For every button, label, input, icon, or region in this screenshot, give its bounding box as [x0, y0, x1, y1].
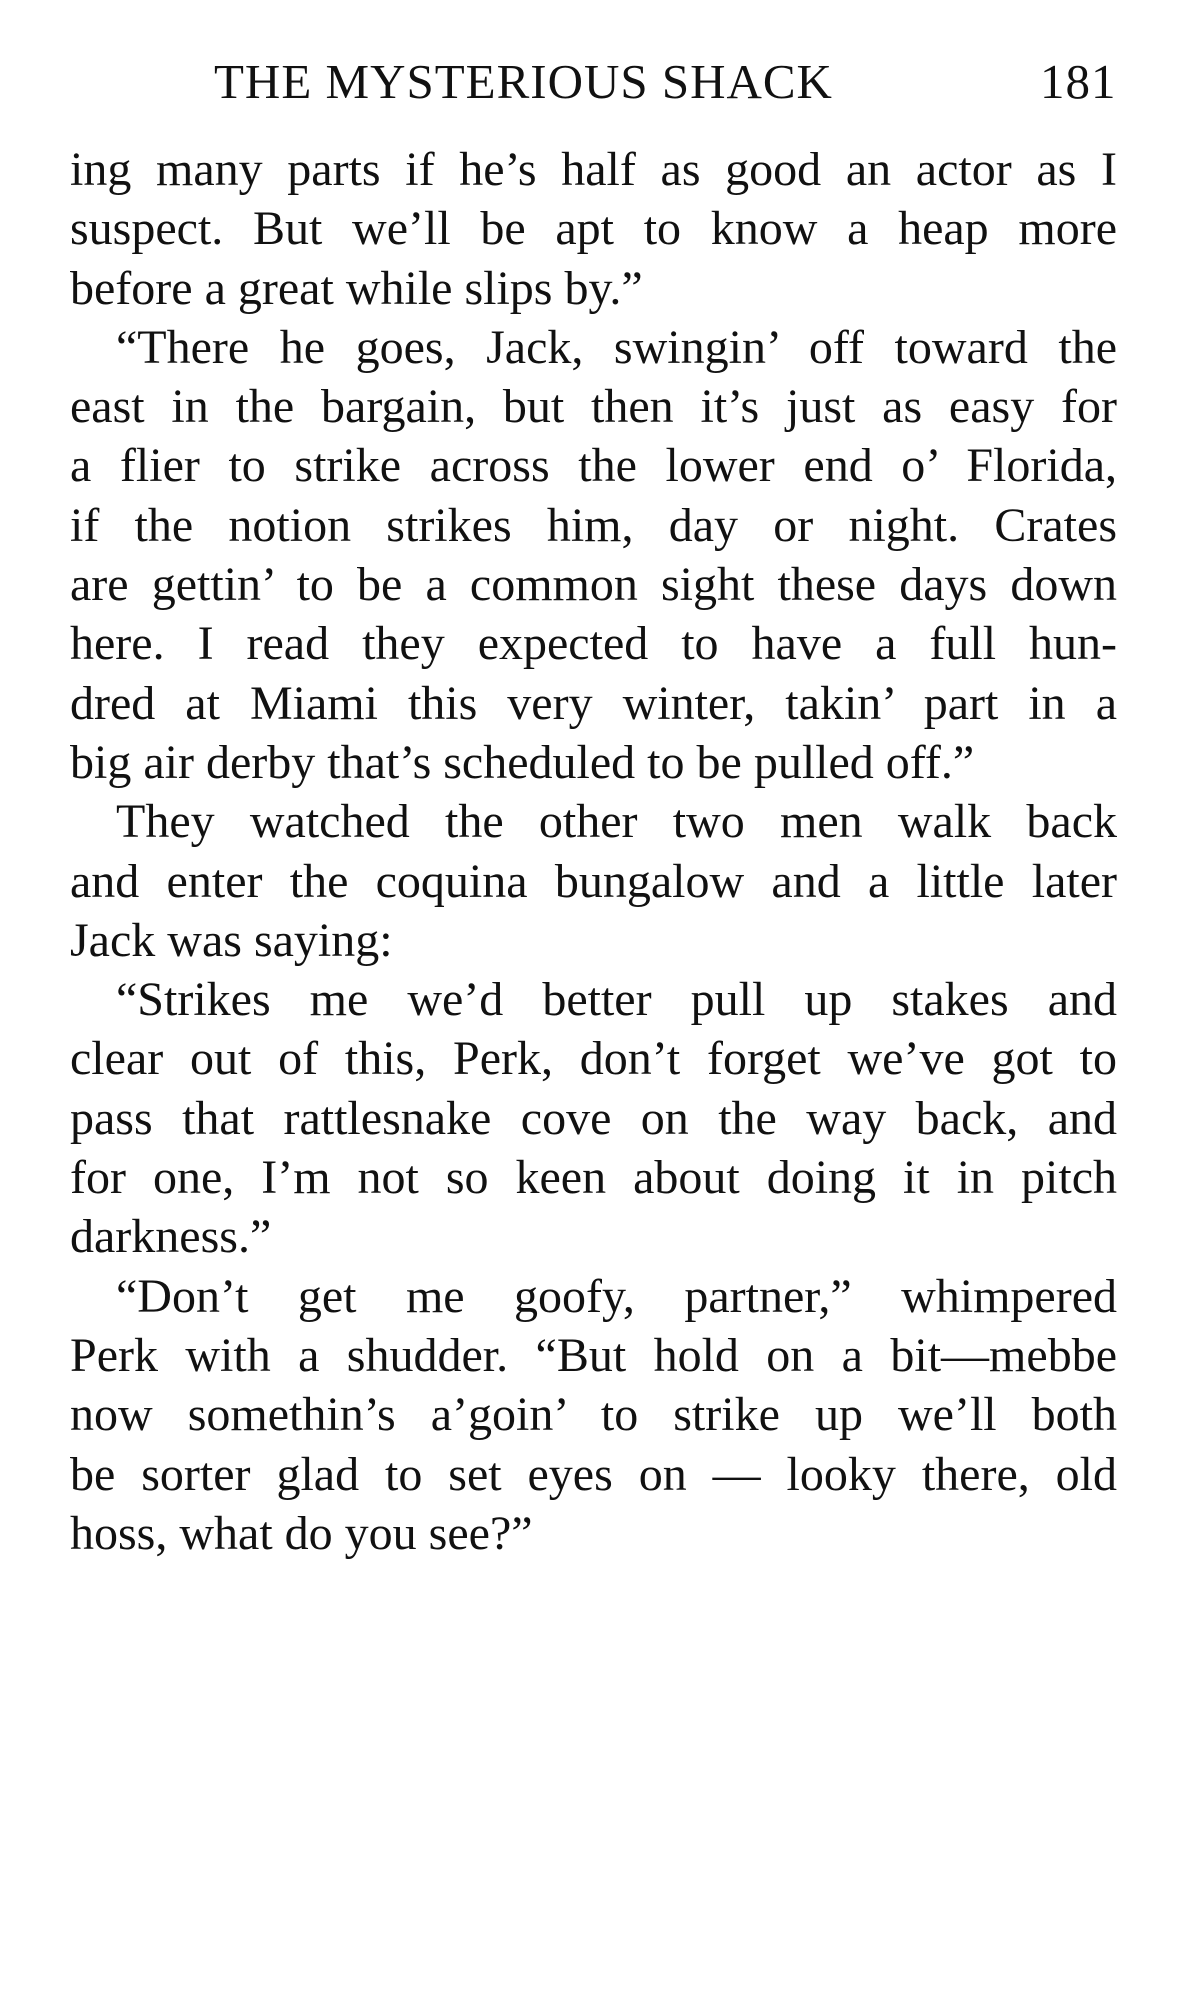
text-line: clear out of this, Perk, don’t forget we’ve got to: [70, 1032, 1117, 1086]
text-line: be sorter glad to set eyes on — looky there, old: [70, 1447, 1117, 1501]
text-line: pass that rattlesnake cove on the way back, and: [70, 1091, 1117, 1145]
paragraph: [70, 140, 1117, 318]
text-line: dred at Miami this very winter, takin’ part in a: [70, 676, 1117, 730]
text-line: hoss, what do you see?”: [70, 1506, 533, 1560]
text-line: big air derby that’s scheduled to be pulled off.”: [70, 735, 975, 789]
body-text: [70, 140, 1117, 1563]
text-line: ing many parts if he’s half as good an actor as I: [70, 143, 1117, 196]
text-line: before a great while slips by.”: [70, 261, 643, 315]
text-line: They watched the other two men walk back: [116, 795, 1117, 849]
paragraph: [70, 1267, 1117, 1563]
text-line: now somethin’s a’goin’ to strike up we’ll both: [70, 1388, 1117, 1442]
running-head-title: THE MYSTERIOUS SHACK: [214, 54, 833, 109]
paragraph: [70, 792, 1117, 970]
text-line: here. I read they expected to have a full hun-: [70, 617, 1117, 671]
text-line: and enter the coquina bungalow and a little later: [70, 854, 1117, 908]
text-line: are gettin’ to be a common sight these days down: [70, 558, 1117, 612]
paragraph: [70, 970, 1117, 1266]
text-line: “There he goes, Jack, swingin’ off toward the: [116, 320, 1117, 374]
text-line: darkness.”: [70, 1210, 272, 1264]
text-line: if the notion strikes him, day or night. Crates: [70, 498, 1117, 552]
text-line: “Strikes me we’d better pull up stakes and: [116, 973, 1117, 1027]
running-head: [214, 52, 1117, 112]
text-line: Perk with a shudder. “But hold on a bit—mebbe: [70, 1328, 1117, 1382]
text-line: east in the bargain, but then it’s just as easy for: [70, 380, 1117, 434]
text-line: “Don’t get me goofy, partner,” whimpered: [116, 1269, 1117, 1323]
paragraph: [70, 318, 1117, 792]
text-line: for one, I’m not so keen about doing it in pitch: [70, 1151, 1117, 1205]
text-line: suspect. But we’ll be apt to know a heap more: [70, 202, 1117, 256]
text-line: a flier to strike across the lower end o’ Florida,: [70, 439, 1117, 493]
page-number: 181: [1040, 54, 1117, 109]
text-line: Jack was saying:: [70, 913, 393, 967]
